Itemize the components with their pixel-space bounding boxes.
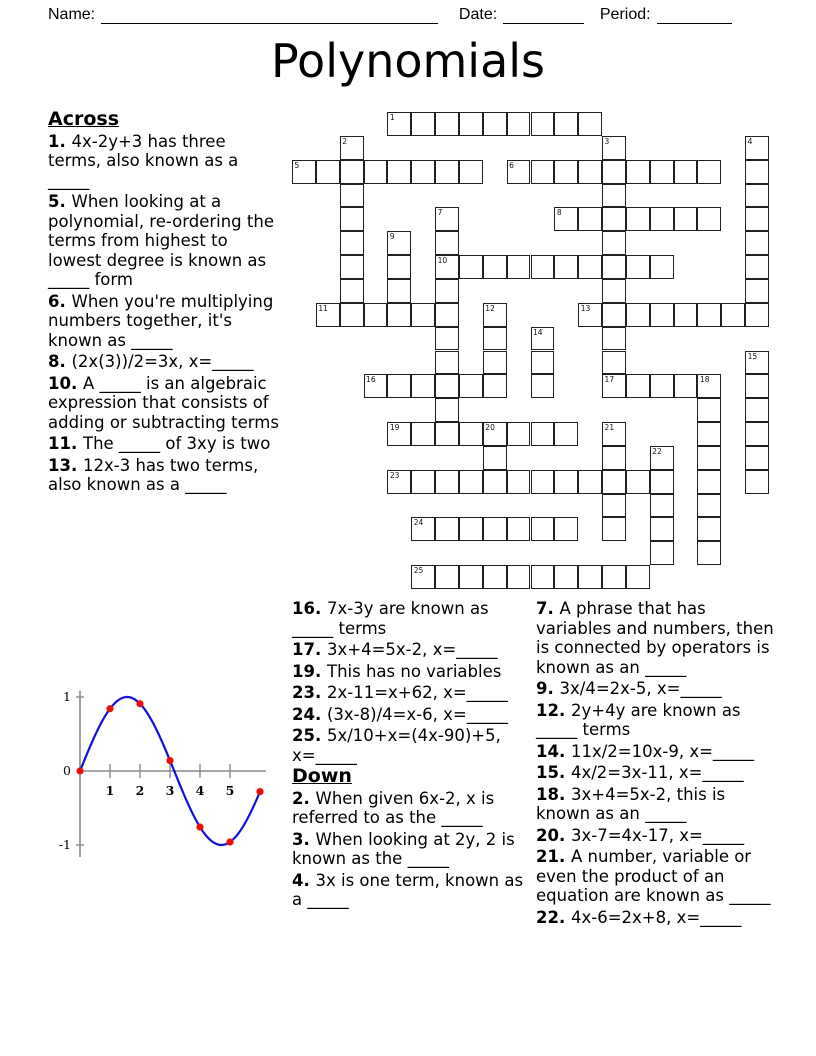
down-clue-list-right <box>536 599 782 927</box>
grid-cell[interactable] <box>411 422 435 446</box>
grid-cell[interactable] <box>602 374 626 398</box>
clue <box>292 789 532 828</box>
clue <box>536 599 782 677</box>
grid-cell[interactable] <box>340 184 364 208</box>
grid-cell[interactable] <box>650 517 674 541</box>
grid-cell[interactable] <box>745 398 769 422</box>
grid-cell[interactable] <box>650 255 674 279</box>
bottom-right-clues-column <box>536 599 782 929</box>
clue-number: 23. <box>292 683 327 702</box>
grid-cell[interactable] <box>602 351 626 375</box>
x-tick-label: 2 <box>135 783 145 798</box>
grid-cell[interactable] <box>674 207 698 231</box>
grid-cell[interactable] <box>411 565 435 589</box>
clue-number: 3. <box>292 829 316 849</box>
grid-cell-number: 20 <box>485 423 495 433</box>
grid-cell[interactable] <box>340 303 364 327</box>
grid-cell[interactable] <box>364 160 388 184</box>
grid-cell[interactable] <box>626 255 650 279</box>
clue-text: The _____ of 3xy is two <box>82 434 271 453</box>
grid-cell[interactable] <box>483 112 507 136</box>
grid-cell[interactable] <box>554 517 578 541</box>
clue-text: 4x-2y+3 has three terms, also known as a _____ <box>48 131 239 190</box>
grid-cell[interactable] <box>340 255 364 279</box>
date-label: Date: <box>458 6 498 23</box>
grid-cell[interactable] <box>340 160 364 184</box>
grid-cell[interactable] <box>697 303 721 327</box>
clue-number: 22. <box>536 907 571 927</box>
grid-cell-number: 21 <box>604 423 615 433</box>
grid-cell[interactable] <box>554 422 578 446</box>
clue-number: 24. <box>292 704 327 724</box>
grid-cell[interactable] <box>483 517 507 541</box>
clue-text: 11x/2=10x-9, x=_____ <box>570 741 755 761</box>
clue <box>48 374 280 433</box>
grid-cell-number: 7 <box>437 208 443 218</box>
clue-text: This has no variables <box>326 661 502 681</box>
grid-cell[interactable] <box>435 160 459 184</box>
clue <box>536 679 782 699</box>
clue-number: 19. <box>292 661 327 681</box>
grid-cell-number: 15 <box>747 351 758 361</box>
clue-text: 3x is one term, known as a _____ <box>292 870 524 909</box>
grid-cell-number: 4 <box>747 136 753 146</box>
grid-cell-number: 22 <box>652 446 662 456</box>
grid-cell[interactable] <box>697 160 721 184</box>
grid-cell[interactable] <box>650 446 674 470</box>
grid-cell[interactable] <box>435 351 459 375</box>
data-point <box>196 823 203 830</box>
clue-text: 7x-3y are known as _____ terms <box>292 599 489 638</box>
grid-cell[interactable] <box>507 112 531 136</box>
grid-cell[interactable] <box>578 303 602 327</box>
data-point <box>166 757 173 764</box>
grid-cell[interactable] <box>697 398 721 422</box>
grid-cell[interactable] <box>340 136 364 160</box>
grid-cell[interactable] <box>554 255 578 279</box>
grid-cell[interactable] <box>626 160 650 184</box>
clue-text: When given 6x-2, x is referred to as the _____ <box>292 788 495 827</box>
grid-cell[interactable] <box>531 255 555 279</box>
clue-number: 7. <box>536 599 560 618</box>
data-point <box>76 767 83 774</box>
clue <box>292 683 532 703</box>
grid-cell[interactable] <box>435 517 459 541</box>
grid-cell[interactable] <box>554 112 578 136</box>
clue-text: A number, variable or even the product of an equation are known as _____ <box>536 847 771 905</box>
grid-cell[interactable] <box>650 541 674 565</box>
grid-cell[interactable] <box>483 374 507 398</box>
grid-cell[interactable] <box>602 517 626 541</box>
clue-number: 15. <box>536 763 571 782</box>
grid-cell-number: 2 <box>342 136 347 146</box>
grid-cell[interactable] <box>387 112 411 136</box>
grid-cell[interactable] <box>650 470 674 494</box>
clue <box>536 763 782 783</box>
y-tick-label: -1 <box>58 837 71 852</box>
data-point <box>106 705 113 712</box>
clue <box>536 785 782 824</box>
grid-cell[interactable] <box>435 207 459 231</box>
clue-text: 12x-3 has two terms, also known as a _____ <box>48 455 259 494</box>
grid-cell[interactable] <box>531 351 555 375</box>
clue <box>48 192 280 290</box>
grid-cell[interactable] <box>602 231 626 255</box>
clue <box>536 908 782 928</box>
clue-text: (2x(3))/2=3x, x=_____ <box>71 352 254 371</box>
clue-number: 11. <box>48 434 83 453</box>
grid-cell[interactable] <box>387 374 411 398</box>
clue-text: When looking at 2y, 2 is known as the _____ <box>292 829 515 868</box>
grid-cell[interactable] <box>745 374 769 398</box>
clue-text: 4x/2=3x-11, x=_____ <box>570 763 744 782</box>
clue-text: (3x-8)/4=x-6, x=_____ <box>326 704 509 724</box>
grid-cell[interactable] <box>745 351 769 375</box>
grid-cell[interactable] <box>316 303 340 327</box>
grid-cell[interactable] <box>554 470 578 494</box>
clue <box>48 456 280 495</box>
grid-cell[interactable] <box>697 207 721 231</box>
clue-number: 5. <box>48 192 72 211</box>
grid-cell[interactable] <box>435 327 459 351</box>
clue-number: 12. <box>536 700 571 720</box>
grid-cell[interactable] <box>626 374 650 398</box>
grid-cell[interactable] <box>483 351 507 375</box>
grid-cell[interactable] <box>745 255 769 279</box>
clue-number: 17. <box>292 640 327 659</box>
grid-cell[interactable] <box>602 422 626 446</box>
grid-cell[interactable] <box>602 207 626 231</box>
date-blank-field[interactable] <box>503 6 584 24</box>
grid-cell[interactable] <box>578 470 602 494</box>
grid-cell[interactable] <box>554 207 578 231</box>
clue <box>292 640 532 660</box>
grid-cell[interactable] <box>364 374 388 398</box>
grid-cell-number: 8 <box>556 208 562 218</box>
grid-cell[interactable] <box>626 207 650 231</box>
grid-cell[interactable] <box>340 207 364 231</box>
grid-cell[interactable] <box>316 160 340 184</box>
clue-number: 10. <box>48 373 83 393</box>
grid-cell[interactable] <box>531 517 555 541</box>
worksheet-header <box>48 6 732 24</box>
grid-cell[interactable] <box>387 160 411 184</box>
clue-number: 9. <box>536 679 560 698</box>
grid-cell[interactable] <box>745 470 769 494</box>
clue <box>292 599 532 638</box>
grid-cell[interactable] <box>483 565 507 589</box>
grid-cell[interactable] <box>745 160 769 184</box>
clue <box>292 662 532 682</box>
crossword-grid <box>292 112 770 590</box>
grid-cell[interactable] <box>745 231 769 255</box>
grid-cell[interactable] <box>697 470 721 494</box>
grid-cell[interactable] <box>483 327 507 351</box>
grid-cell[interactable] <box>578 565 602 589</box>
data-point <box>226 838 233 845</box>
across-clue-list-left <box>48 132 280 495</box>
grid-cell[interactable] <box>411 374 435 398</box>
grid-cell[interactable] <box>674 160 698 184</box>
grid-cell[interactable] <box>483 303 507 327</box>
clue-text: When you're multiplying numbers together, it's known as _____ <box>48 291 274 350</box>
grid-cell[interactable] <box>507 422 531 446</box>
grid-cell[interactable] <box>697 517 721 541</box>
grid-cell[interactable] <box>531 160 555 184</box>
grid-cell-number: 11 <box>318 303 328 313</box>
clue-number: 4. <box>292 870 316 890</box>
grid-cell[interactable] <box>435 374 459 398</box>
x-tick-label: 4 <box>195 783 205 798</box>
grid-cell[interactable] <box>626 470 650 494</box>
grid-cell[interactable] <box>674 303 698 327</box>
grid-cell-number: 1 <box>389 113 395 122</box>
across-heading: Across <box>48 108 120 130</box>
grid-cell[interactable] <box>745 136 769 160</box>
grid-cell[interactable] <box>507 255 531 279</box>
clue <box>536 826 782 846</box>
grid-cell[interactable] <box>483 446 507 470</box>
clue-number: 16. <box>292 599 327 618</box>
sine-curve-graph <box>46 683 278 875</box>
grid-cell-number: 5 <box>294 160 300 170</box>
grid-cell[interactable] <box>387 279 411 303</box>
across-clues-column <box>48 110 280 497</box>
clue <box>536 742 782 762</box>
grid-cell[interactable] <box>411 112 435 136</box>
grid-cell[interactable] <box>387 303 411 327</box>
x-tick-label: 5 <box>225 783 235 798</box>
grid-cell[interactable] <box>435 398 459 422</box>
y-tick-label: 0 <box>63 763 71 778</box>
grid-cell[interactable] <box>483 255 507 279</box>
grid-cell[interactable] <box>674 374 698 398</box>
grid-cell[interactable] <box>340 279 364 303</box>
clue-text: 3x+4=5x-2, this is known as an _____ <box>536 784 726 823</box>
clue-text: A _____ is an algebraic expression that consists of adding or subtracting terms <box>48 373 279 432</box>
grid-cell[interactable] <box>602 160 626 184</box>
grid-cell[interactable] <box>411 160 435 184</box>
grid-cell-number: 10 <box>437 256 448 266</box>
grid-cell[interactable] <box>531 422 555 446</box>
grid-cell[interactable] <box>602 255 626 279</box>
grid-cell[interactable] <box>531 374 555 398</box>
grid-cell[interactable] <box>459 255 483 279</box>
grid-cell[interactable] <box>507 160 531 184</box>
clue <box>292 726 532 765</box>
grid-cell[interactable] <box>292 160 316 184</box>
grid-cell[interactable] <box>411 303 435 327</box>
grid-cell[interactable] <box>650 160 674 184</box>
grid-cell[interactable] <box>745 207 769 231</box>
grid-cell[interactable] <box>435 422 459 446</box>
grid-cell[interactable] <box>435 470 459 494</box>
grid-cell[interactable] <box>387 231 411 255</box>
clue-text: 3x+4=5x-2, x=_____ <box>326 640 498 659</box>
grid-cell[interactable] <box>626 565 650 589</box>
clue-number: 14. <box>536 741 571 761</box>
grid-cell[interactable] <box>578 255 602 279</box>
grid-cell[interactable] <box>697 494 721 518</box>
grid-cell[interactable] <box>435 303 459 327</box>
grid-cell[interactable] <box>483 470 507 494</box>
grid-cell[interactable] <box>435 112 459 136</box>
grid-cell[interactable] <box>435 279 459 303</box>
bottom-middle-clues-column <box>292 599 532 912</box>
grid-cell[interactable] <box>602 494 626 518</box>
grid-cell[interactable] <box>650 374 674 398</box>
grid-cell[interactable] <box>745 446 769 470</box>
grid-cell[interactable] <box>578 160 602 184</box>
grid-cell[interactable] <box>459 517 483 541</box>
clue <box>48 434 280 454</box>
grid-cell[interactable] <box>697 446 721 470</box>
grid-cell-number: 25 <box>413 566 424 576</box>
grid-cell[interactable] <box>626 303 650 327</box>
grid-cell[interactable] <box>507 565 531 589</box>
x-tick-label: 3 <box>165 783 175 798</box>
grid-cell[interactable] <box>507 470 531 494</box>
grid-cell[interactable] <box>602 470 626 494</box>
grid-cell[interactable] <box>531 470 555 494</box>
grid-cell-number: 17 <box>604 375 615 385</box>
grid-cell-number: 3 <box>604 136 610 146</box>
data-point <box>256 788 263 795</box>
grid-cell[interactable] <box>340 231 364 255</box>
grid-cell-number: 16 <box>366 375 376 385</box>
grid-cell[interactable] <box>411 470 435 494</box>
grid-cell[interactable] <box>745 303 769 327</box>
clue <box>292 830 532 869</box>
name-blank-field[interactable] <box>101 6 438 24</box>
grid-cell[interactable] <box>650 207 674 231</box>
clue-text: A phrase that has variables and numbers, then is connected by operators is known as an _____ <box>536 599 774 677</box>
grid-cell[interactable] <box>459 374 483 398</box>
clue-number: 6. <box>48 291 72 311</box>
grid-cell[interactable] <box>650 494 674 518</box>
grid-cell[interactable] <box>387 255 411 279</box>
grid-cell-number: 14 <box>533 327 543 337</box>
clue <box>536 701 782 740</box>
grid-cell[interactable] <box>459 160 483 184</box>
grid-cell[interactable] <box>602 184 626 208</box>
across-clue-list-middle <box>292 599 532 765</box>
page-title: Polynomials <box>270 34 546 88</box>
data-point <box>136 700 143 707</box>
grid-cell[interactable] <box>387 470 411 494</box>
clue <box>48 292 280 351</box>
clue <box>292 871 532 910</box>
grid-cell[interactable] <box>531 565 555 589</box>
period-blank-field[interactable] <box>657 6 732 24</box>
grid-cell-number: 23 <box>389 470 400 480</box>
clue-text: 2x-11=x+62, x=_____ <box>326 683 508 702</box>
clue <box>48 132 280 191</box>
grid-cell[interactable] <box>602 327 626 351</box>
grid-cell-number: 19 <box>389 423 400 433</box>
clue-number: 18. <box>536 784 571 804</box>
clue-number: 2. <box>292 788 316 808</box>
grid-cell-number: 13 <box>580 303 591 313</box>
y-tick-label: 1 <box>63 689 71 704</box>
grid-cell-number: 12 <box>485 303 495 313</box>
grid-cell-number: 6 <box>509 160 514 170</box>
clue-text: 3x/4=2x-5, x=_____ <box>559 679 722 698</box>
grid-cell[interactable] <box>578 112 602 136</box>
grid-cell[interactable] <box>531 112 555 136</box>
name-label: Name: <box>48 6 96 23</box>
grid-cell[interactable] <box>721 303 745 327</box>
grid-cell[interactable] <box>435 565 459 589</box>
grid-cell[interactable] <box>435 255 459 279</box>
grid-cell[interactable] <box>483 422 507 446</box>
grid-cell[interactable] <box>459 112 483 136</box>
clue-number: 20. <box>536 825 571 845</box>
grid-cell[interactable] <box>745 184 769 208</box>
grid-cell-number: 9 <box>389 232 395 242</box>
grid-cell[interactable] <box>578 207 602 231</box>
clue-number: 21. <box>536 847 571 866</box>
clue-number: 13. <box>48 455 83 475</box>
grid-cell[interactable] <box>697 422 721 446</box>
grid-cell[interactable] <box>531 327 555 351</box>
grid-cell[interactable] <box>507 517 531 541</box>
grid-cell[interactable] <box>411 517 435 541</box>
grid-cell[interactable] <box>602 279 626 303</box>
period-label: Period: <box>599 6 651 23</box>
clue-text: 5x/10+x=(4x-90)+5, x=_____ <box>292 726 501 765</box>
clue-text: When looking at a polynomial, re-ordering the terms from highest to lowest degree is known as _____ form <box>48 192 274 289</box>
down-clue-list-middle <box>292 789 532 910</box>
grid-cell[interactable] <box>697 541 721 565</box>
grid-cell-number: 24 <box>413 518 424 528</box>
grid-cell[interactable] <box>745 279 769 303</box>
grid-cell[interactable] <box>602 136 626 160</box>
clue-text: 2y+4y are known as _____ terms <box>536 700 741 739</box>
clue <box>292 705 532 725</box>
clue-number: 1. <box>48 131 72 151</box>
down-heading: Down <box>292 765 352 787</box>
clue <box>536 847 782 906</box>
grid-cell[interactable] <box>459 422 483 446</box>
grid-cell[interactable] <box>602 565 626 589</box>
grid-cell[interactable] <box>697 374 721 398</box>
x-tick-label: 1 <box>105 783 115 798</box>
grid-cell-number: 18 <box>699 375 710 385</box>
clue <box>48 352 280 372</box>
grid-cell[interactable] <box>387 422 411 446</box>
clue-text: 3x-7=4x-17, x=_____ <box>570 825 745 845</box>
clue-number: 8. <box>48 352 72 371</box>
grid-cell[interactable] <box>459 565 483 589</box>
grid-cell[interactable] <box>554 565 578 589</box>
grid-cell[interactable] <box>602 446 626 470</box>
grid-cell[interactable] <box>650 303 674 327</box>
grid-cell[interactable] <box>364 303 388 327</box>
grid-cell[interactable] <box>554 160 578 184</box>
grid-cell[interactable] <box>745 422 769 446</box>
clue-number: 25. <box>292 726 327 745</box>
grid-cell[interactable] <box>435 231 459 255</box>
grid-cell[interactable] <box>459 470 483 494</box>
clue-text: 4x-6=2x+8, x=_____ <box>570 907 742 927</box>
grid-cell[interactable] <box>602 303 626 327</box>
